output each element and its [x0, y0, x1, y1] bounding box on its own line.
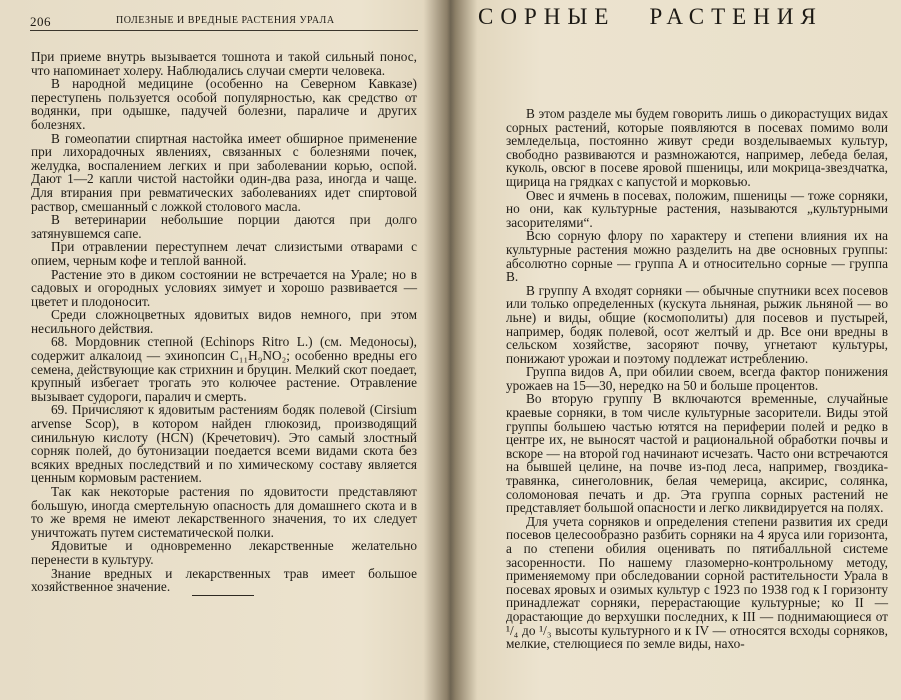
running-head	[30, 12, 418, 31]
page-number: 206	[30, 14, 51, 29]
section-title-word: СОРНЫЕ	[478, 4, 616, 29]
paragraph: Группа видов А, при обилии своем, всегда фактор понижения урожаев на 15—30, нередко на 50 и больше процентов.	[506, 364, 888, 393]
section-title	[478, 4, 898, 30]
paragraph: 68. Мордовник степной (Echinops Ritro L.) (см. Медоносы), содержит алкалоид — эхинопсин C₁₁H₉NO₂; особенно вредны его семена, действующие как стрихнин и бруцин. Мелкий скот поедает, крупный избегает трогать это колючее растение. Отравление вызывает судороги, паралич и смерть.	[31, 334, 417, 404]
section-title-word: РАСТЕНИЯ	[649, 4, 823, 29]
paragraph: 69. Причисляют к ядовитым растениям бодяк полевой (Cirsium arvense Scop), в котором найден глюкозид, производящий синильную кислоту (HCN) (Кречетович). Это самый злостный сорняк полей, до бутонизации поедается всеми видами скота без всяких вредных последствий и по химическому составу является ценным кормовым растением.	[31, 402, 417, 486]
end-rule	[192, 595, 254, 596]
paragraph: В группу А входят сорняки — обычные спутники всех посевов или только определенных (кускута льняная, рыжик льняной — во льне) и виды, общие (космополиты) для посевов и пустырей, например, бодяк полевой, осот желтый и др. Все они вредны в сельском хозяйстве, засоряют почву, угнетают культуры, понижают урожаи и поэтому подлежат истреблению.	[506, 282, 888, 366]
paragraph: Овес и ячмень в посевах, положим, пшеницы — тоже сорняки, но они, как культурные растения, называются „культурными засорителями“.	[506, 187, 888, 230]
paragraph: В гомеопатии спиртная настойка имеет обширное применение при лихорадочных явлениях, связанных с болезнями почек, желудка, воспалением легких и при заболевании корью, оспой. Дают 1—2 капли чистой настойки один-два раза, иногда и чаще. Для втирания при ревматических заболеваниях идет спиртовой раствор, смешанный с ложкой столового масла.	[31, 130, 417, 214]
paragraph: Знание вредных и лекарственных трав имеет большое хозяйственное значение.	[31, 565, 417, 595]
paragraph: Среди сложноцветных ядовитых видов немного, при этом несильного действия.	[31, 307, 417, 336]
right-page	[456, 0, 901, 700]
paragraph: Для учета сорняков и определения степени развития их среди посевов целесообразно разбить сорняки на 4 яруса или горизонта, а по степени обилия оценивать по пятибалльной системе засоренности. По нашему глазомерно-контрольному методу, применяемому при обследовании сорной растительности Урала в посевах яровых и озимых культур с 1923 по 1938 год к I горизонту принадлежат сорняки, перерастающие культурные; ко II — дорастающие до верхушки последних, к III — поднимающиеся от ¹/₄ до ¹/₃ высоты культурного и к IV — относятся всходы сорняков, мелкие, стелющиеся по земле виды, нахо-	[506, 513, 888, 652]
paragraph: Так как некоторые растения по ядовитости представляют большую, иногда смертельную опасность для домашнего скота и в то же время не имеют лекарственного значения, то их следует уничтожать путем систематической полки.	[31, 484, 417, 540]
paragraph: В ветеринарии небольшие порции даются при долго затянувшемся сапе.	[31, 212, 417, 241]
running-head-title: ПОЛЕЗНЫЕ И ВРЕДНЫЕ РАСТЕНИЯ УРАЛА	[116, 15, 335, 26]
paragraph: В народной медицине (особенно на Северном Кавказе) переступень пользуется особой популярностью, как средство от водянки, при одышке, падучей болезни, параличе и других болезнях.	[31, 76, 417, 132]
paragraph: Растение это в диком состоянии не встречается на Урале; но в садовых и огородных условиях зимует и хорошо развивается — цветет и плодоносит.	[31, 266, 417, 309]
paragraph: Ядовитые и одновременно лекарственные желательно перенести в культуру.	[31, 538, 417, 567]
paragraph: Во вторую группу В включаются временные, случайные краевые сорняки, в том числе культурные засорители. Виды этой группы большею частью ютятся на периферии полей и редко в центре их, не выносят частой и рациональной обработки почвы и вскоре — на второй год начинают исчезать. Часто они встречаются на бывшей целине, на почве из-под леса, например, гвоздика-травянка, синеголовник, белая чемерица, аксирис, солянка, соломоновая печать и др. Эта группа сорных растений не представляет большой опасности и легко ликвидируется на полях.	[506, 391, 888, 516]
paragraph: Всю сорную флору по характеру и степени влияния их на культурные растения можно разделить на две основных группы: абсолютно сорные — группа А и относительно сорные — группа В.	[506, 228, 888, 285]
paragraph: При приеме внутрь вызывается тошнота и такой сильный понос, что напоминает холеру. Наблюдались случаи смерти человека.	[31, 49, 417, 78]
left-page	[0, 0, 440, 700]
right-page-body	[506, 107, 888, 651]
paragraph: В этом разделе мы будем говорить лишь о дикорастущих видах сорных растений, которые появляются в посевах помимо воли земледельца, постоянно живут среди возделываемых культур, свободно развиваются и размножаются, например, лебеда белая, куколь, овсюг в посеве яровой пшеницы, или мокрица-звездчатка, щирица на грядках с капустой и морковью.	[506, 106, 888, 189]
left-page-body	[31, 50, 417, 594]
paragraph: При отравлении переступнем лечат слизистыми отварами с опием, черным кофе и теплой ванной.	[31, 239, 417, 268]
